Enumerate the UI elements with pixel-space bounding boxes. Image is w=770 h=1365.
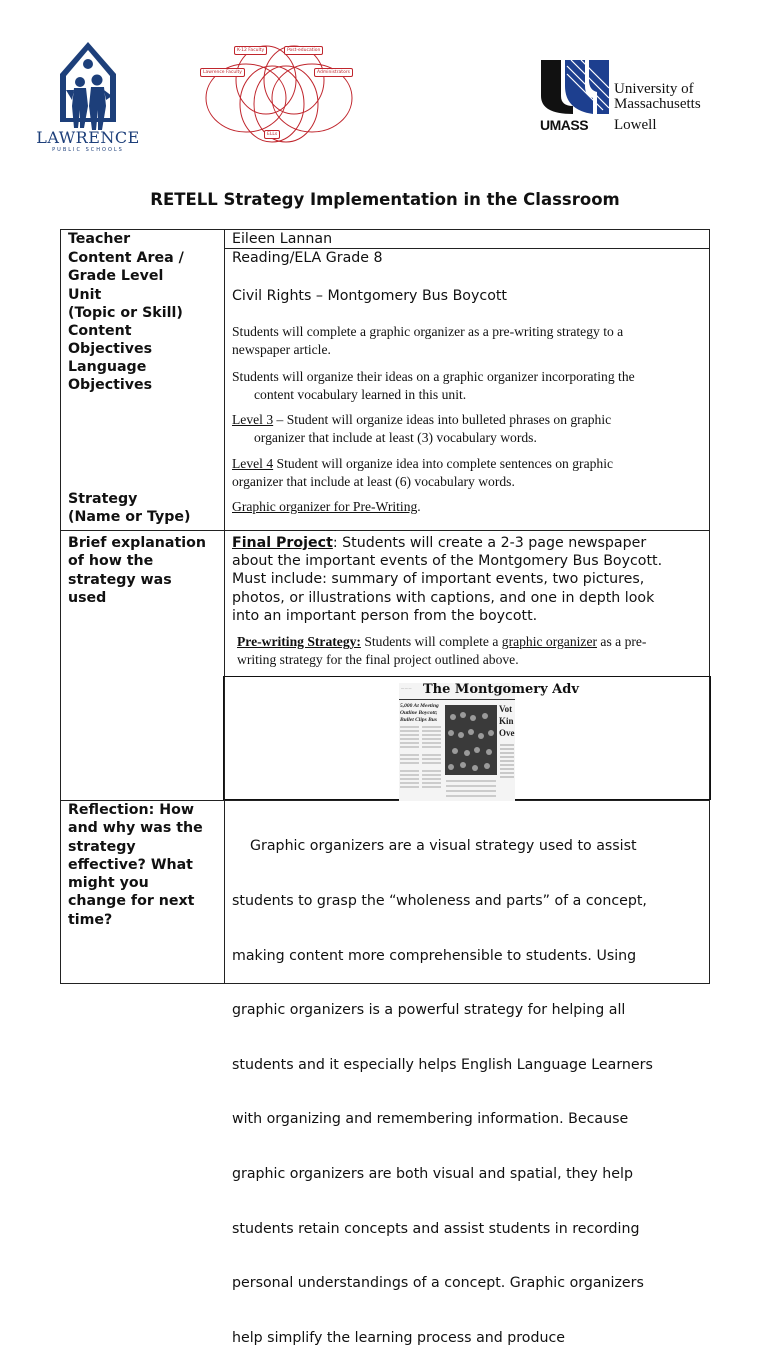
- newspaper-side-1: Vot: [499, 704, 513, 714]
- umass-wordmark: UMASS: [540, 117, 589, 133]
- explanation-label-line-2: of how the: [68, 553, 154, 570]
- reflection-label: [68, 801, 203, 929]
- newspaper-masthead: The Montgomery Adv: [423, 682, 579, 697]
- level-3-objective: [232, 411, 702, 446]
- content-objectives-line-1: Students will complete a graphic organizer as a pre-writing strategy to a: [232, 324, 624, 339]
- strategy-label-line-1: Strategy: [68, 491, 138, 507]
- final-project-line-1-text: : Students will create a 2-3 page newspaper: [332, 535, 647, 551]
- unit-label-line-2: (Topic or Skill): [68, 305, 183, 322]
- newspaper-headline-2: Outline Boycott;: [400, 710, 438, 716]
- language-objectives-label-line-1: Language: [68, 359, 147, 375]
- content-objectives-line-2: newspaper article.: [232, 341, 331, 357]
- prewriting-line-1: [237, 633, 707, 651]
- level-4-objective: [232, 455, 702, 490]
- teacher-label: Teacher: [68, 231, 131, 247]
- strategy-value-period: .: [417, 499, 421, 514]
- teacher-value: Eileen Lannan: [232, 231, 333, 247]
- reflection-label-line-2: and why was the: [68, 820, 203, 837]
- content-objectives-label-line-2: Objectives: [68, 341, 153, 358]
- prewriting-strategy-text: [237, 633, 707, 668]
- reflection-line: students retain concepts and assist students in recording: [232, 1220, 640, 1237]
- strategy-value: [232, 498, 702, 516]
- final-project-label: Final Project: [232, 535, 333, 551]
- prewriting-text-2: as a pre-: [597, 634, 647, 649]
- content-area-label-line-1: Content Area /: [68, 250, 184, 266]
- newspaper-headline: [400, 703, 439, 724]
- newspaper-side-headline: [499, 703, 515, 739]
- reflection-line: with organizing and remembering information. Because: [232, 1111, 629, 1128]
- reflection-label-line-6: change for next: [68, 893, 195, 910]
- table-border-right: [709, 229, 710, 984]
- content-area-label: [68, 249, 184, 286]
- table-border-top: [60, 229, 710, 230]
- reflection-label-line-1: Reflection: How: [68, 802, 194, 818]
- unit-label-line-1: Unit: [68, 287, 102, 303]
- graphic-organizer-link[interactable]: graphic organizer: [501, 634, 598, 649]
- reflection-line: graphic organizers are both visual and spatial, they help: [232, 1166, 633, 1183]
- venn-label-k12: K-12 Faculty: [234, 46, 267, 55]
- final-project-line-1: [232, 534, 702, 552]
- level-4-text-1: Student will organize idea into complete sentences on graphic: [273, 456, 614, 471]
- final-project-line-4: photos, or illustrations with captions, and one in depth look: [232, 589, 655, 606]
- lawrence-logo-subtitle: PUBLIC SCHOOLS: [52, 147, 124, 153]
- reflection-line: help simplify the learning process and produce: [232, 1329, 566, 1346]
- explanation-label-line-3: strategy was: [68, 571, 172, 588]
- reflection-label-line-7: time?: [68, 911, 113, 928]
- masthead-rule: [399, 699, 515, 700]
- reflection-label-line-5: might you: [68, 875, 149, 892]
- level-4-label: Level 4: [232, 456, 274, 471]
- level-3-line-1: [232, 411, 702, 429]
- level-3-text-1: – Student will organize ideas into bulleted phrases on graphic: [273, 412, 612, 427]
- newspaper-photo: [445, 705, 497, 775]
- newspaper-side-column: [499, 743, 515, 797]
- language-objectives-label: [68, 358, 152, 395]
- final-project-line-2: about the important events of the Montgomery Bus Boycott.: [232, 553, 663, 570]
- prewriting-text-1: Students will complete a: [360, 634, 502, 649]
- partnership-venn-logo: [196, 42, 360, 150]
- unit-label: [68, 286, 183, 323]
- content-area-label-line-2: Grade Level: [68, 268, 164, 285]
- umass-lowell-wordmark: Lowell: [614, 117, 657, 133]
- reflection-label-line-3: strategy: [68, 838, 136, 855]
- table-border-left: [60, 229, 61, 984]
- level-4-line-2: organizer that include at least (6) vocabulary words.: [232, 473, 515, 489]
- prewriting-line-2: writing strategy for the final project outlined above.: [237, 651, 519, 667]
- reflection-line: students to grasp the “wholeness and parts” of a concept,: [232, 893, 647, 910]
- content-objectives-value: [232, 323, 702, 358]
- content-objectives-label-line-1: Content: [68, 323, 132, 339]
- explanation-label: [68, 534, 206, 607]
- document-title: RETELL Strategy Implementation in the Classroom: [150, 190, 620, 209]
- newspaper-headline-1: 5,000 At Meeting: [400, 703, 439, 709]
- language-objectives-line-2: content vocabulary learned in this unit.: [254, 386, 467, 402]
- final-project-line-5: into an important person from the boycott.: [232, 607, 538, 624]
- language-objectives-line-1: Students will organize their ideas on a graphic organizer incorporating the: [232, 369, 635, 384]
- explanation-label-line-4: used: [68, 589, 107, 606]
- umass-university-name: [614, 82, 701, 112]
- content-objectives-label: [68, 322, 152, 359]
- venn-label-administrators: Administrators: [314, 68, 353, 77]
- reflection-line: personal understandings of a concept. Graphic organizers: [232, 1275, 644, 1292]
- final-project-text: [232, 534, 702, 625]
- newspaper-column-text: [399, 725, 443, 799]
- language-objectives-value: [232, 368, 702, 403]
- level-3-line-2: organizer that include at least (3) vocabulary words.: [254, 429, 537, 445]
- lawrence-logo-name: LAWRENCE: [36, 128, 140, 147]
- table-column-divider: [224, 229, 225, 984]
- level-3-label: Level 3: [232, 412, 274, 427]
- venn-label-lawrence-faculty: Lawrence Faculty: [200, 68, 245, 77]
- reflection-line: making content more comprehensible to students. Using: [232, 947, 637, 964]
- prewriting-label: Pre-writing Strategy:: [237, 634, 361, 649]
- reflection-line: Graphic organizers are a visual strategy used to assist: [232, 838, 637, 855]
- newspaper-caption-lines: [445, 778, 497, 800]
- venn-label-ells: ELLs: [264, 130, 280, 139]
- venn-label-post-education: Post-education: [284, 46, 323, 55]
- umass-line-1: University of: [614, 81, 694, 97]
- strategy-value-text: Graphic organizer for Pre-Writing: [232, 499, 418, 514]
- language-objectives-label-line-2: Objectives: [68, 377, 153, 394]
- newspaper-side-3: Ove: [499, 728, 515, 738]
- strategy-label: [68, 490, 190, 527]
- reflection-text: [232, 801, 702, 1365]
- level-4-line-1: [232, 455, 702, 473]
- reflection-line: students and it especially helps English Language Learners: [232, 1056, 653, 1073]
- reflection-label-line-4: effective? What: [68, 856, 193, 873]
- final-project-line-3: Must include: summary of important events, two pictures,: [232, 571, 645, 588]
- newspaper-clipping-image: [399, 682, 579, 801]
- umass-line-2: Massachusetts: [614, 96, 701, 112]
- reflection-line: graphic organizers is a powerful strategy for helping all: [232, 1002, 626, 1019]
- unit-value: Civil Rights – Montgomery Bus Boycott: [232, 288, 507, 304]
- content-area-value: Reading/ELA Grade 8: [232, 250, 383, 266]
- strategy-label-line-2: (Name or Type): [68, 509, 191, 526]
- newspaper-headline-3: Bullet Clips Bus: [400, 717, 437, 723]
- newspaper-side-2: Kin: [499, 716, 514, 726]
- row-divider-strategy: [60, 530, 710, 531]
- newspaper-ear: — — —: [401, 686, 412, 690]
- explanation-label-line-1: Brief explanation: [68, 535, 206, 551]
